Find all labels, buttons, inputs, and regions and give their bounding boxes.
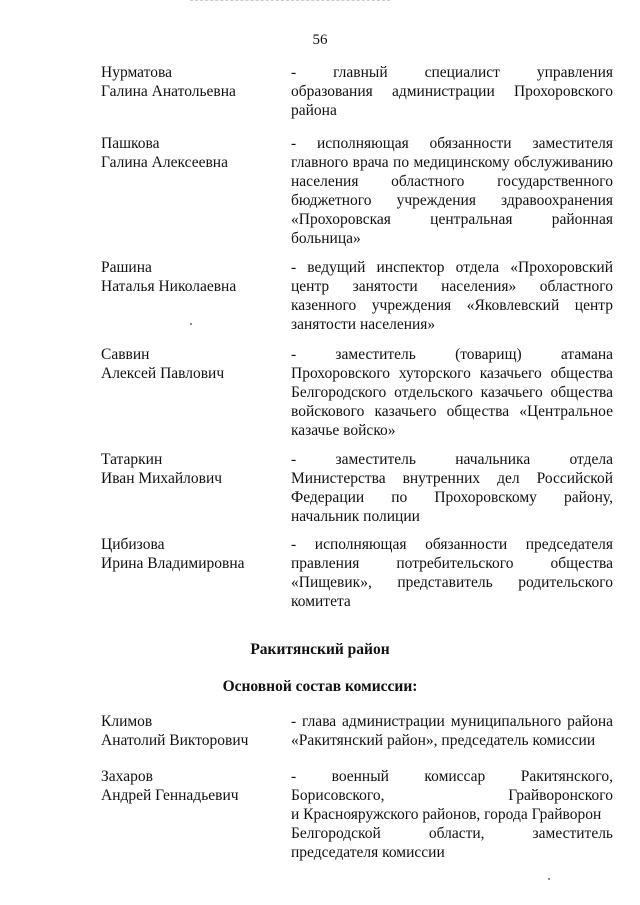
role-line: Министерства внутренних дел Российской xyxy=(291,470,613,487)
role-line: - исполняющая обязанности заместителя xyxy=(291,135,613,152)
member-role xyxy=(291,63,613,120)
role-line: Белгородского отдельского казачьего общества xyxy=(291,384,613,401)
role-line: казенного учреждения «Яковлевский центр xyxy=(291,297,613,314)
role-line: - заместитель (товарищ) атамана xyxy=(291,346,613,363)
role-line: Борисовского, Грайворонского xyxy=(291,787,613,804)
role-line: - главный специалист управления xyxy=(291,64,613,81)
role-line: - военный комиссар Ракитянского, xyxy=(291,768,613,785)
member-surname: Пашкова xyxy=(101,135,160,152)
role-line: комитета xyxy=(291,593,351,610)
role-line: - глава администрации муниципального района xyxy=(291,713,613,730)
member-given-names: Наталья Николаевна xyxy=(101,278,237,295)
role-line: «Ракитянский район», председатель комиссии xyxy=(291,732,596,749)
role-line: «Пищевик», представитель родительского xyxy=(291,574,613,591)
role-line: правления потребительского общества xyxy=(291,555,613,572)
member-surname: Нурматова xyxy=(101,64,172,81)
member-given-names: Галина Анатольевна xyxy=(101,83,236,100)
member-role xyxy=(291,535,613,611)
member-surname: Захаров xyxy=(101,768,153,785)
member-surname: Рашина xyxy=(101,259,152,276)
member-role xyxy=(291,134,613,248)
member-role xyxy=(291,712,613,750)
member-name xyxy=(101,63,281,101)
member-name xyxy=(101,767,281,805)
member-given-names: Анатолий Викторович xyxy=(101,732,249,749)
role-line: центр занятости населения» областного xyxy=(291,278,613,295)
member-role xyxy=(291,450,613,526)
role-line: войскового казачьего общества «Центральное xyxy=(291,403,613,420)
member-name xyxy=(101,258,281,296)
section-heading: Основной состав комиссии: xyxy=(222,678,418,695)
member-given-names: Алексей Павлович xyxy=(101,365,225,382)
member-role xyxy=(291,767,613,862)
member-role xyxy=(291,345,613,440)
role-line: начальник полиции xyxy=(291,508,420,525)
member-given-names: Андрей Геннадьевич xyxy=(101,787,239,804)
role-line: Федерации по Прохоровскому району, xyxy=(291,489,613,506)
role-line: «Прохоровская центральная районная xyxy=(291,211,613,228)
scan-speck xyxy=(190,323,192,325)
role-line: занятости населения» xyxy=(291,316,436,333)
scan-speck xyxy=(548,878,550,880)
role-line: образования администрации Прохоровского xyxy=(291,83,613,100)
member-surname: Цибизова xyxy=(101,536,165,553)
member-name xyxy=(101,712,281,750)
member-surname: Климов xyxy=(101,713,153,730)
district-heading: Ракитянский район xyxy=(250,641,390,658)
role-line: населения областного государственного xyxy=(291,173,613,190)
member-given-names: Ирина Владимировна xyxy=(101,555,245,572)
member-name xyxy=(101,450,281,488)
scan-edge-mark xyxy=(190,0,390,2)
member-surname: Татаркин xyxy=(101,451,163,468)
role-line: района xyxy=(291,102,337,119)
role-line: бюджетного учреждения здравоохранения xyxy=(291,192,613,209)
role-line: председателя комиссии xyxy=(291,844,445,861)
role-line: - заместитель начальника отдела xyxy=(291,451,613,468)
member-name xyxy=(101,345,281,383)
role-line: больница» xyxy=(291,230,361,247)
role-line: и Краснояружского районов, города Грайворон xyxy=(291,806,602,823)
role-line: - исполняющая обязанности председателя xyxy=(291,536,613,553)
member-name xyxy=(101,134,281,172)
member-surname: Саввин xyxy=(101,346,150,363)
member-given-names: Галина Алексеевна xyxy=(101,154,228,171)
role-line: казачье войско» xyxy=(291,422,396,439)
role-line: Белгородской области, заместитель xyxy=(291,825,613,842)
member-role xyxy=(291,258,613,334)
role-line: - ведущий инспектор отдела «Прохоровский xyxy=(291,259,613,276)
role-line: главного врача по медицинскому обслуживанию xyxy=(291,154,613,171)
role-line: Прохоровского хуторского казачьего общества xyxy=(291,365,613,382)
page-number: 56 xyxy=(312,32,328,48)
member-given-names: Иван Михайлович xyxy=(101,470,223,487)
member-name xyxy=(101,535,281,573)
